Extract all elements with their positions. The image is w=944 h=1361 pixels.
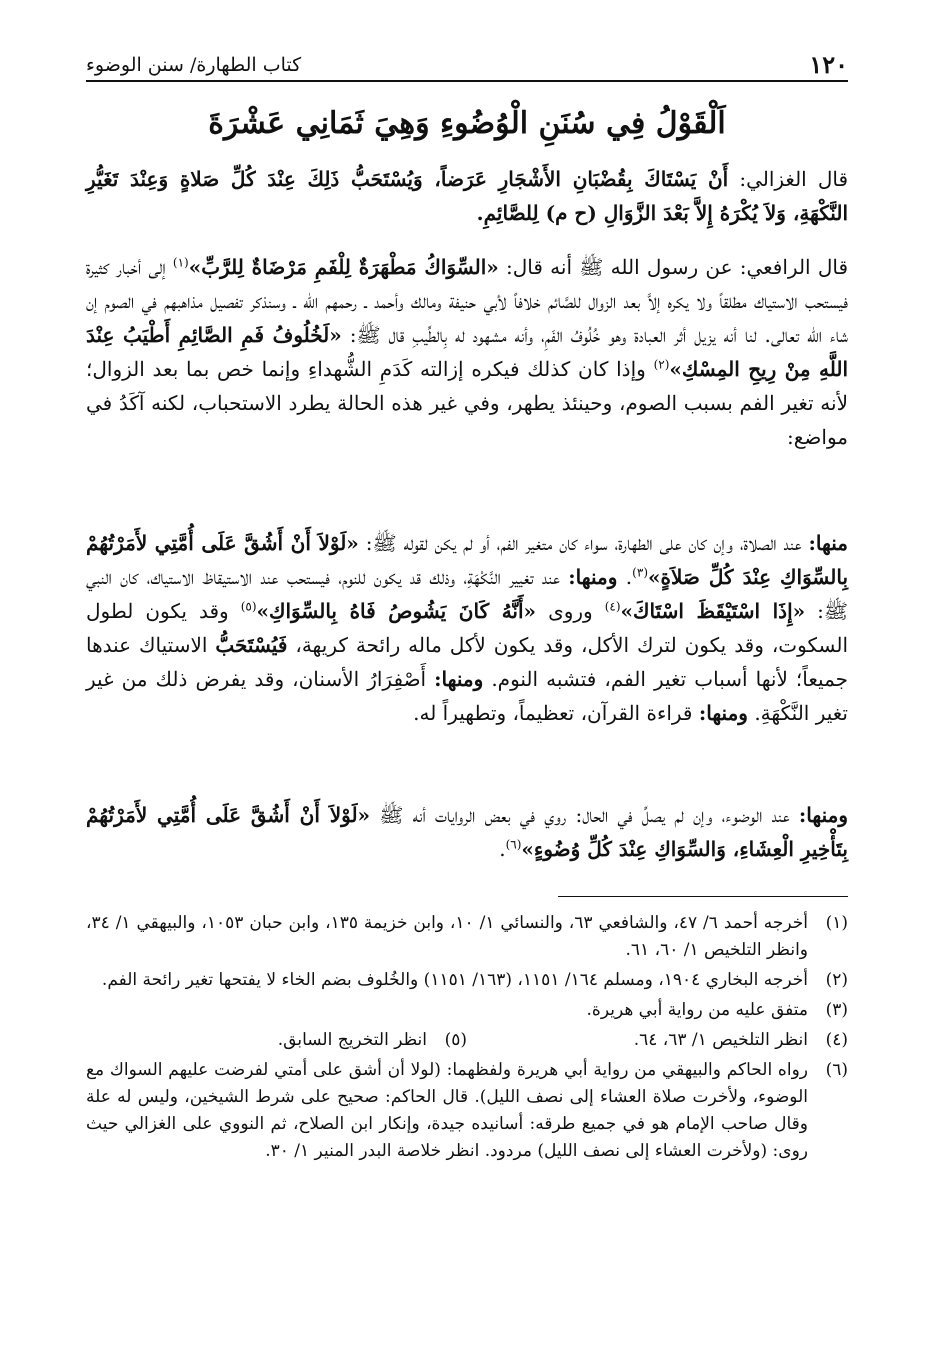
hadith-yashusu: «أَنَّهُ كَانَ يَشُوصُ فَاهُ بِالسِّوَاكِ» xyxy=(256,599,537,623)
footnote-ref-6[interactable]: (٦) xyxy=(505,837,522,852)
footnote-3 xyxy=(86,997,848,1024)
footnote-separator xyxy=(558,896,848,897)
occasions-text-7: قراءة القرآن، تعظيماً، وتطهيراً له. xyxy=(413,701,693,725)
footnote-text: انظر التلخيص ١/ ٦٣، ٦٤. xyxy=(633,1030,808,1050)
footnote-ref-4[interactable]: (٤) xyxy=(604,599,621,614)
footnote-1 xyxy=(86,910,848,964)
rafii-text-2: وإذا كان كذلك فيكره إزالته كَدَمِ الشُّهداءِ وإنما خص بما بعد الزوال؛ لأنه تغير الفم بسبب الصوم، وحينئذ يطهر، وفي غير هذه الحالة يطرد الاستحباب، لكنه آكَدُ في مواضع: xyxy=(86,357,848,449)
occasions-text-2: عند تغيير النَّكْهَةِ، وذلك قد يكون للنوم، فيستحب عند الاستيقاظ الاستياك، كان النبي ﷺ: xyxy=(86,565,849,623)
occasions-text-1: عند الصلاة، وإن كان على الطهارة، سواء كان متغير الفم، أو لم يكن لقوله ﷺ: xyxy=(365,531,802,555)
page-number: ١٢٠ xyxy=(809,50,848,79)
footnote-ref-1[interactable]: (١) xyxy=(172,255,189,270)
footnote-ref-5[interactable]: (٥) xyxy=(240,599,257,614)
footnote-4 xyxy=(467,1027,848,1054)
label-wa-minha-2: ومنها: xyxy=(434,667,484,691)
footnote-number: (١) xyxy=(825,913,848,933)
footnote-row-4-5 xyxy=(86,1027,848,1054)
label-minha: منها: xyxy=(808,531,848,555)
occasions-paragraph: منها: عند الصلاة، وإن كان على الطهارة، سواء كان متغير الفم، أو لم يكن لقوله ﷺ: «لَوْلاَ أَنْ أَشُقَّ عَلَى أُمَّتِي لأَمَرْتُهُمْ بِالسِّوَاكِ عِنْدَ كُلِّ صَلاَةٍ»$^{(٣)}$. ومنها: عند تغيير النَّكْهَةِ، وذلك قد يكون للنوم، فيستحب عند الاستيقاظ الاستياك، كان النبي ﷺ: «إِذَا اسْتَيْقَظَ اسْتَاكَ»$^{(٤)}$ وروى «أَنَّهُ كَانَ يَشُوصُ فَاهُ بِالسِّوَاكِ»$^{(٥)}$ وقد يكون لطول السكوت، وقد يكون لترك الأكل، وقد يكون لأكل ماله رائحة كريهة، فَيُسْتَحَبُّ الاستياك عندها جميعاً؛ لأنها أسباب تغير الفم، فتشبه النوم. ومنها: أَصْفِرَارُ الأسنان، وقد يفرض ذلك من غير تغير النَّكْهَةِ. ومنها: قراءة القرآن، تعظيماً، وتطهيراً له. xyxy=(86,531,849,725)
occasions-text-6: أَصْفِرَارُ الأسنان، وقد يفرض ذلك من غير تغير النَّكْهَةِ. xyxy=(86,667,848,725)
hadith-every-prayer: «لَوْلاَ أَنْ أَشُقَّ عَلَى أُمَّتِي لأَمَرْتُهُمْ بِالسِّوَاكِ عِنْدَ كُلِّ صَلاَةٍ» xyxy=(86,531,849,589)
wudu-end-period: . xyxy=(499,837,506,861)
footnote-number: (٣) xyxy=(825,1000,848,1020)
footnote-ref-2[interactable]: (٢) xyxy=(653,357,670,372)
wudu-text: عند الوضوء، وإن لم يصلِّ في الحال: روي في بعض الروايات أنه ﷺ xyxy=(379,803,790,827)
hadith-khuluf: «لَخُلُوفُ فَمِ الصَّائِمِ أَطْيَبُ عِنْدَ اللَّهِ مِنْ رِيحِ المِسْكِ» xyxy=(86,323,849,381)
footnotes xyxy=(86,910,848,1168)
hadith-waking: «إِذَا اسْتَيْقَظَ اسْتَاكَ» xyxy=(620,599,806,623)
footnote-text: رواه الحاكم والبيهقي من رواية أبي هريرة ولفظهما: (لولا أن أشق على أمتي لفرضت عليهم السواك مع الوضوء، ولأخرت صلاة العشاء إلى نصف الليل). قال الحاكم: صحيح على شرط الشيخين، وليس له علة وقال صاحب الإمام هو في جميع طرقه: أسانيده جيدة، وإنكار ابن الصلاح، ثم النووي على الغزالي حيث روى: (ولأخرت العشاء إلى نصف الليل) مردود. انظر خلاصة البدر المنير ١/ ٣٠. xyxy=(86,1060,808,1161)
ghazali-speaker: قال الغزالي: xyxy=(739,167,849,191)
rafii-lead: قال الرافعي: عن رسول الله ﷺ أنه قال: xyxy=(506,255,849,279)
label-wa-minha-4: ومنها: xyxy=(798,803,848,827)
occasions-text-4: وقد يكون لطول السكوت، وقد يكون لترك الأكل، وقد يكون لأكل ماله رائحة كريهة، xyxy=(86,599,848,657)
hadith-every-wudu: «لَوْلاَ أَنْ أَشُقَّ عَلَى أُمَّتِي لأَمَرْتُهُمْ بِتَأْخِيرِ الْعِشَاءِ، وَالسِّوَاكِ عِنْدَ كُلِّ وُضُوءٍ» xyxy=(86,803,848,861)
occasions-text-5: الاستياك عندها جميعاً؛ لأنها أسباب تغير الفم، فتشبه النوم. xyxy=(86,633,848,691)
footnote-number: (٤) xyxy=(825,1030,848,1050)
footnote-text: انظر التخريج السابق. xyxy=(277,1030,427,1050)
label-wa-minha-3: ومنها: xyxy=(698,701,748,725)
footnote-ref-3[interactable]: (٣) xyxy=(632,565,648,580)
label-wa-minha-1: ومنها: xyxy=(568,565,618,589)
footnote-number: (٢) xyxy=(825,970,848,990)
footnote-text: متفق عليه من رواية أبي هريرة. xyxy=(586,1000,808,1020)
ghazali-paragraph xyxy=(86,162,848,230)
chapter-title: اَلْقَوْلُ فِي سُنَنِ الْوُضُوءِ وَهِيَ ثَمَانِي عَشْرَةَ xyxy=(208,106,726,141)
footnote-number: (٥) xyxy=(444,1030,467,1050)
wudu-paragraph xyxy=(86,798,848,866)
running-title: كتاب الطهارة/ سنن الوضوء xyxy=(86,54,302,76)
footnote-2 xyxy=(86,967,848,994)
hadith-miswak-purifier: «السِّوَاكُ مَطْهَرَةٌ لِلْفَمِ مَرْضَاةٌ لِلرَّبِّ» xyxy=(188,255,499,279)
footnote-6 xyxy=(86,1057,848,1165)
footnote-5 xyxy=(86,1027,467,1054)
rafii-text-1: إلى أخبار كثيرة فيستحب الاستياك مطلقاً ولا يكره إلاَّ بعد الزوال للصَّائم خلافاً لأبي حنيفة ومالك وأحمد ـ رحمهم الله ـ وسنذكر تفصيل مذاهبهم في الصوم إن شاء الله تعالى. لنا أنه يزيل أثر العبادة وهو خُلُوفُ الفَمِ، وأنه مشهود له بِالطِّيبِ قال ﷺ: xyxy=(86,255,848,347)
ghazali-text: أَنْ يَسْتَاكَ بِقُضْبَانِ الأَشْجَارِ عَرَضاً، وَيُسْتَحَبُّ ذَلِكَ عِنْدَ كُلِّ صَلاةٍ وَعِنْدَ تَغَيُّرِ النَّكْهَةِ، وَلاَ يُكْرَهُ إِلاَّ بَعْدَ الزَّوَالِ (ح م) لِلصَّائِمِ. xyxy=(86,167,848,225)
rafii-paragraph xyxy=(86,250,848,454)
occasions-bold-1: فَيُسْتَحَبُّ xyxy=(215,633,288,657)
occasions-text-3: وروى xyxy=(548,599,593,623)
footnote-text: أخرجه أحمد ٦/ ٤٧، والشافعي ٦٣، والنسائي ١/ ١٠، وابن خزيمة ١٣٥، وابن حبان ١٠٥٣، والبيهقي ١/ ٣٤، وانظر التلخيص ١/ ٦٠، ٦١. xyxy=(86,913,808,960)
footnote-number: (٦) xyxy=(825,1060,848,1080)
footnote-text: أخرجه البخاري ١٩٠٤، ومسلم ١٦٤/ ١١٥١، (١٦٣/ ١١٥١) والخُلوف بضم الخاء لا يفتحها تغير رائحة الفم. xyxy=(101,970,808,990)
running-header xyxy=(86,44,848,82)
